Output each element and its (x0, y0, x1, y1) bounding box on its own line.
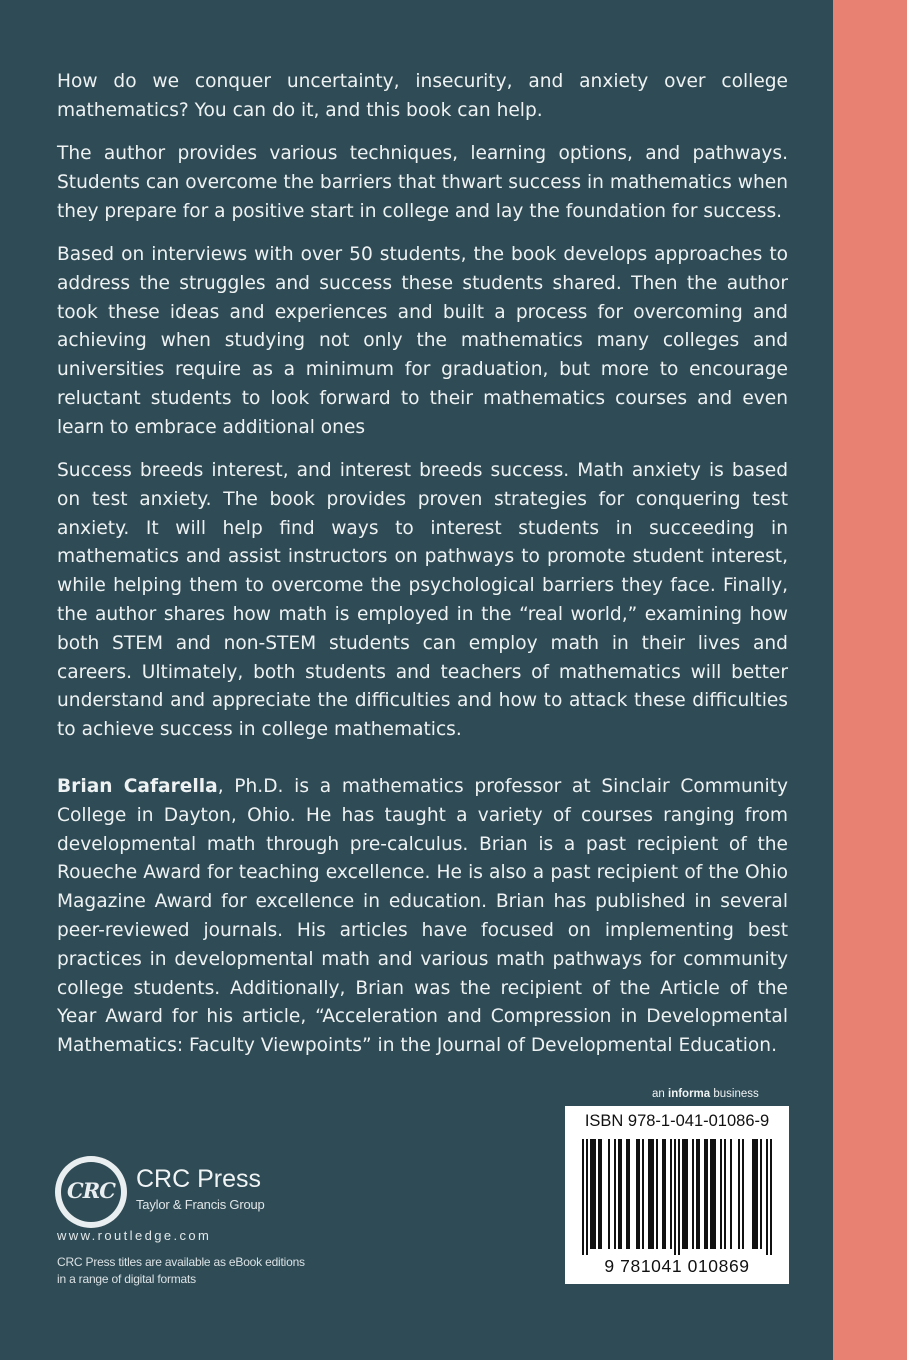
barcode-bar (590, 1139, 592, 1249)
barcode-bar (682, 1139, 684, 1249)
barcode-bar (642, 1139, 644, 1249)
barcode-bar (608, 1139, 610, 1249)
paragraph-2: The author provides various techniques, learning options, and pathways. Students can overcome the barriers that thwart success in mathematics when they prepare for a positive start in college and lay the foundation for success. (57, 143, 788, 222)
ebook-note (57, 1254, 357, 1288)
publisher-website: www.routledge.com (57, 1228, 212, 1243)
barcode-bar (582, 1139, 584, 1255)
crc-logo-text: CRC (67, 1178, 115, 1203)
barcode-bar (656, 1139, 658, 1249)
barcode-bar (618, 1139, 620, 1249)
barcode-bar (752, 1139, 754, 1249)
barcode-bar (648, 1139, 650, 1249)
barcode-bar (696, 1139, 698, 1249)
ebook-note-line-2: in a range of digital formats (57, 1272, 196, 1286)
barcode-bar (698, 1139, 700, 1249)
publisher-name: CRC Press (136, 1165, 262, 1193)
barcode-bar (600, 1139, 602, 1249)
informa-prefix: an (652, 1088, 668, 1100)
barcode-bar (756, 1139, 758, 1249)
spine-color-strip (833, 0, 907, 1360)
barcode-bar (760, 1139, 762, 1249)
back-cover-text (57, 68, 788, 1076)
barcode-bar (730, 1139, 732, 1249)
barcode-bar (704, 1139, 706, 1249)
barcode-bar (754, 1139, 756, 1249)
barcode-bar (724, 1139, 726, 1249)
barcode-bar (712, 1139, 714, 1249)
barcode-bar (720, 1139, 722, 1249)
paragraph-1: How do we conquer uncertainty, insecurity, and anxiety over college mathematics? You can do it, and this book can help. (57, 71, 788, 121)
publisher-group: Taylor & Francis Group (136, 1197, 265, 1212)
barcode-bar (706, 1139, 708, 1249)
barcode-bar (638, 1139, 640, 1249)
barcode-bar (598, 1139, 600, 1249)
barcode-bar (670, 1139, 672, 1249)
author-bio (57, 773, 788, 1061)
barcode-bar (592, 1139, 594, 1249)
informa-tagline (652, 1088, 759, 1100)
barcode-bar (628, 1139, 630, 1249)
barcode-bar (770, 1139, 772, 1255)
barcode-bar (738, 1139, 740, 1249)
barcode-bar (614, 1139, 616, 1249)
barcode-bar (662, 1139, 664, 1249)
author-name: Brian Cafarella (57, 776, 218, 798)
barcode-bar (686, 1139, 688, 1249)
barcode-digits: 9 781041 010869 (604, 1256, 750, 1276)
barcode-bar (674, 1139, 676, 1255)
barcode-bar (714, 1139, 716, 1249)
barcode-bar (742, 1139, 744, 1249)
isbn-label: ISBN 978-1-041-01086-9 (584, 1112, 770, 1130)
informa-suffix: business (710, 1088, 759, 1100)
barcode-bar (636, 1139, 638, 1249)
barcode-bar (692, 1139, 694, 1249)
barcode-bar (652, 1139, 654, 1249)
ebook-note-line-1: CRC Press titles are available as eBook editions (57, 1255, 305, 1269)
barcode-bar (664, 1139, 666, 1249)
barcode-bar (626, 1139, 628, 1249)
author-bio-text: , Ph.D. is a mathematics professor at Sinclair Community College in Dayton, Ohio. He has taught a variety of courses ranging from developmental math through pre-calculus. Brian is a past recipient of the Roueche Award for teaching excellence. He is also a past recipient of the Ohio Magazine Award for excellence in education. Brian has published in several peer-reviewed journals. His articles have focused on implementing best practices in developmental math and various math pathways for community college students. Additionally, Brian was the recipient of the Article of the Year Award for his article, “Acceleration and Compression in Developmental Mathematics: Faculty Viewpoints” in the Journal of Developmental Education. (57, 776, 788, 1057)
barcode-bar (586, 1139, 588, 1255)
barcode-box (565, 1106, 789, 1284)
barcode-bar (684, 1139, 686, 1249)
paragraph-3: Based on interviews with over 50 students, the book develops approaches to address the struggles and success these students shared. Then the author took these ideas and experiences and built a process for overcoming and achieving when studying not only the mathematics many colleges and universities require as a minimum for graduation, but more to encourage reluctant students to look forward to their mathematics courses and even learn to embrace additional ones (57, 243, 788, 438)
barcode-bar (620, 1139, 622, 1249)
barcode-bar (650, 1139, 652, 1249)
barcode-bar (594, 1139, 596, 1249)
crc-logo-icon (55, 1156, 127, 1228)
paragraph-4: Success breeds interest, and interest breeds success. Math anxiety is based on test anxiety. The book provides proven strategies for conquering test anxiety. It will help find ways to interest students in succeeding in mathematics and assist instructors on pathways to promote student interest, while helping them to overcome the psychological barriers they face. Finally, the author shares how math is employed in the “real world,” examining how both STEM and non-STEM students can employ math in their lives and careers. Ultimately, both students and teachers of mathematics will better understand and appreciate the difficulties and how to attack these difficulties to achieve success in college mathematics. (57, 460, 788, 741)
barcode-bar (766, 1139, 768, 1255)
informa-brand: informa (668, 1088, 711, 1100)
barcode-icon (579, 1139, 775, 1255)
barcode-bar (678, 1139, 680, 1255)
barcode-bar (710, 1139, 712, 1249)
